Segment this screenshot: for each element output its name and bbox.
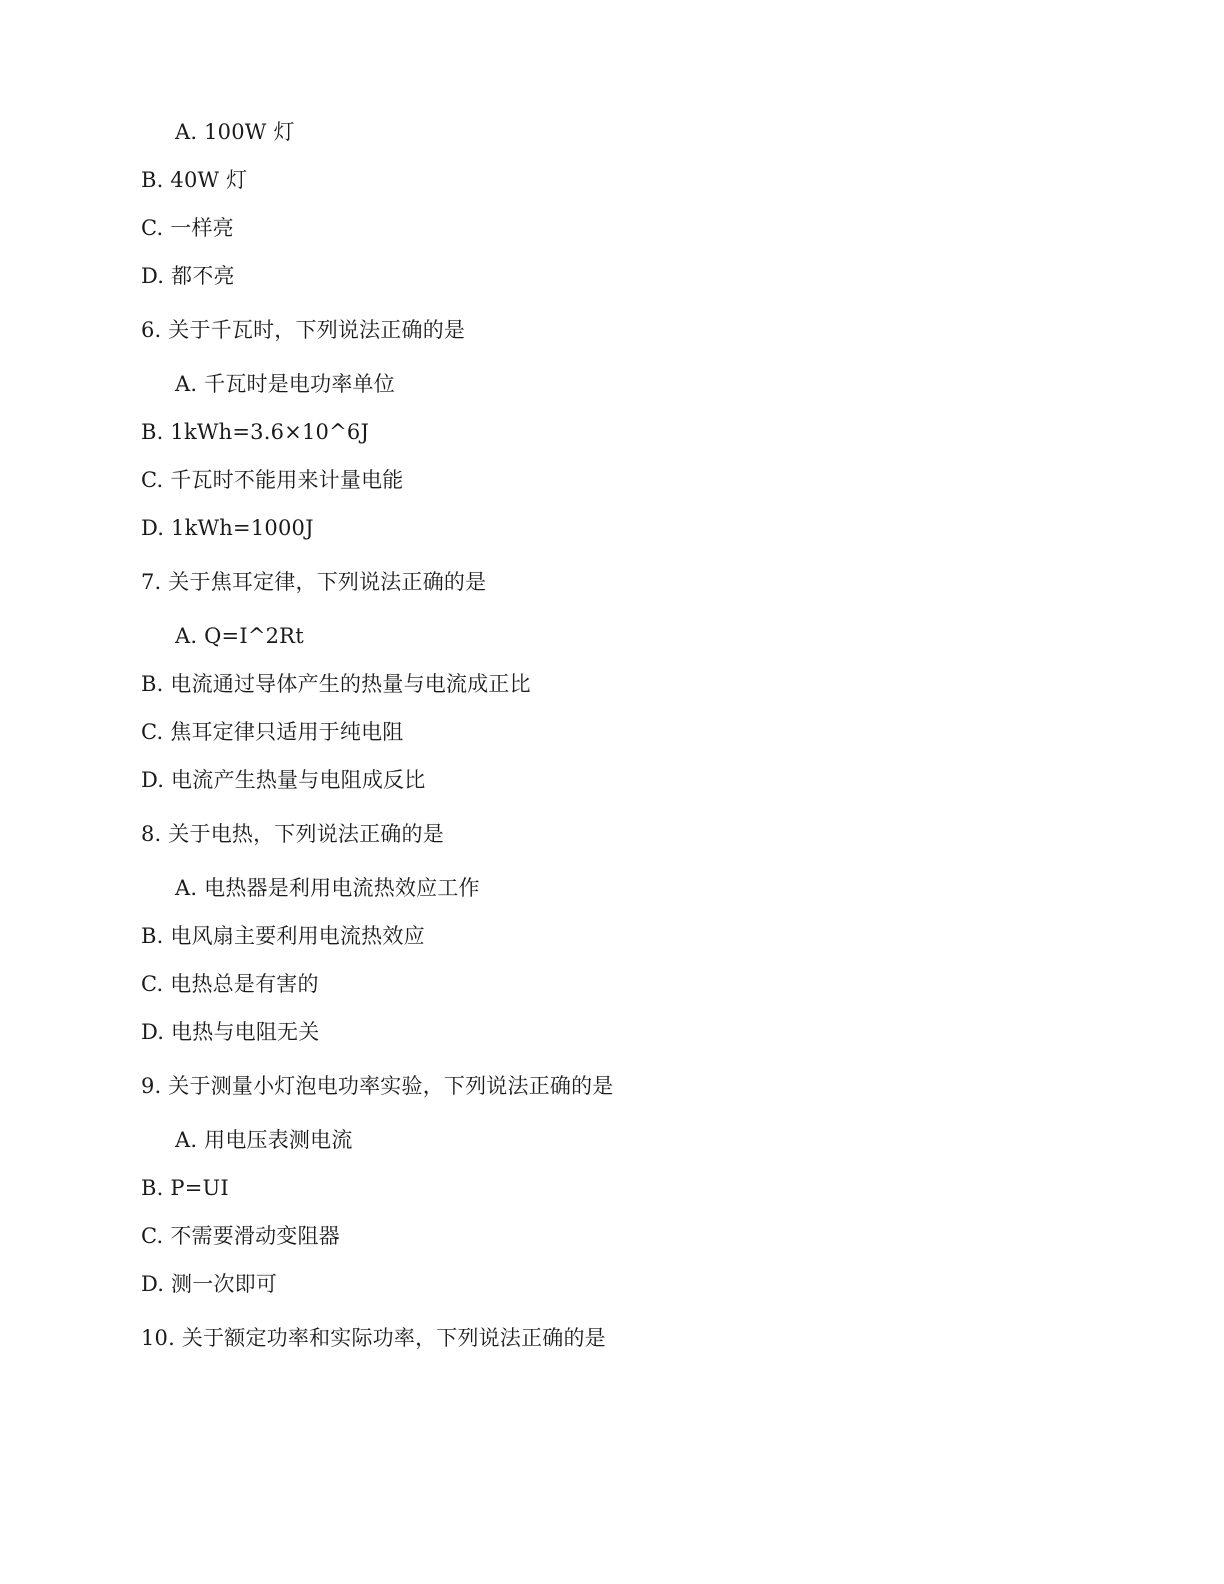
question-8: 8. 关于电热，下列说法正确的是	[141, 822, 444, 846]
option-a: A. 用电压表测电流	[175, 1128, 353, 1152]
option-b: B. 40W 灯	[141, 168, 248, 192]
option-b: B. 电风扇主要利用电流热效应	[141, 924, 425, 948]
option-c: C. 焦耳定律只适用于纯电阻	[141, 720, 404, 744]
option-a: A. 100W 灯	[175, 120, 295, 144]
option-b: B. 电流通过导体产生的热量与电流成正比	[141, 672, 531, 696]
option-a: A. 千瓦时是电功率单位	[175, 372, 395, 396]
option-c: C. 千瓦时不能用来计量电能	[141, 468, 404, 492]
option-d: D. 1kWh=1000J	[141, 516, 314, 540]
option-d: D. 都不亮	[141, 264, 235, 288]
question-7: 7. 关于焦耳定律，下列说法正确的是	[141, 570, 487, 594]
option-c: C. 不需要滑动变阻器	[141, 1224, 340, 1248]
option-b: B. 1kWh=3.6×10^6J	[141, 420, 370, 444]
option-d: D. 电热与电阻无关	[141, 1020, 320, 1044]
option-c: C. 一样亮	[141, 216, 234, 240]
option-d: D. 测一次即可	[141, 1272, 278, 1296]
option-d: D. 电流产生热量与电阻成反比	[141, 768, 426, 792]
question-6: 6. 关于千瓦时，下列说法正确的是	[141, 318, 466, 342]
option-b: B. P=UI	[141, 1176, 229, 1200]
option-a: A. 电热器是利用电流热效应工作	[175, 876, 480, 900]
option-a: A. Q=I^2Rt	[175, 624, 304, 648]
question-10: 10. 关于额定功率和实际功率，下列说法正确的是	[141, 1326, 606, 1350]
option-c: C. 电热总是有害的	[141, 972, 319, 996]
question-9: 9. 关于测量小灯泡电功率实验，下列说法正确的是	[141, 1074, 614, 1098]
